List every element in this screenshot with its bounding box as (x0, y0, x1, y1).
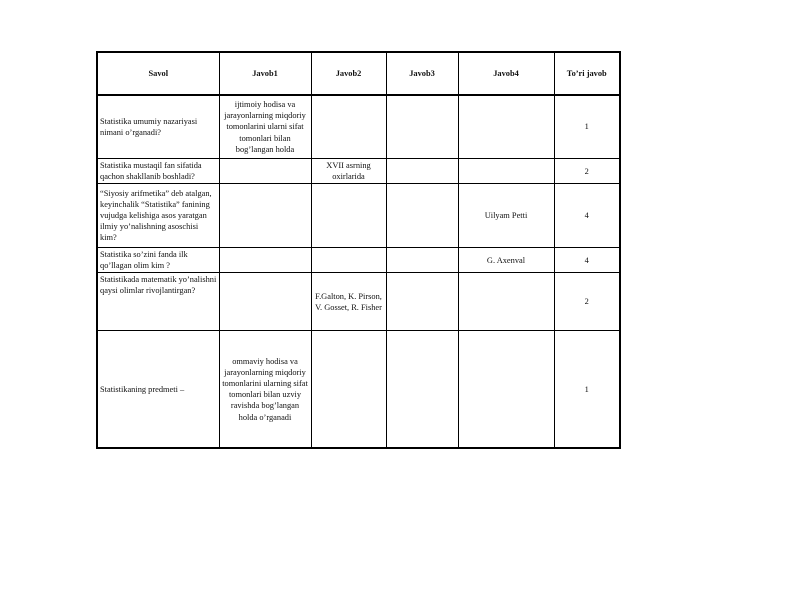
table-row (97, 95, 620, 159)
answer3-cell (386, 273, 458, 331)
question-cell: Statistikada matematik yo’nalishni qaysi olimlar rivojlantirgan? (97, 273, 219, 331)
correct-answer-cell: 4 (554, 248, 620, 273)
answer1-cell (219, 184, 311, 248)
answer3-cell (386, 331, 458, 449)
correct-answer-cell: 4 (554, 184, 620, 248)
table-row (97, 248, 620, 273)
answer4-cell (458, 95, 554, 159)
answer3-cell (386, 184, 458, 248)
answer1-cell (219, 159, 311, 184)
answer1-cell (219, 248, 311, 273)
header-javob1: Javob1 (219, 52, 311, 95)
question-cell: Statistika mustaqil fan sifatida qachon shakllanib boshladi? (97, 159, 219, 184)
correct-answer-cell: 1 (554, 95, 620, 159)
header-savol: Savol (97, 52, 219, 95)
question-cell: Statistika so’zini fanda ilk qo’llagan olim kim ? (97, 248, 219, 273)
answer1-cell (219, 273, 311, 331)
answer2-cell (311, 331, 386, 449)
header-javob3: Javob3 (386, 52, 458, 95)
answer2-cell (311, 248, 386, 273)
question-cell: Statistika umumiy nazariyasi nimani o’rganadi? (97, 95, 219, 159)
correct-answer-cell: 2 (554, 273, 620, 331)
question-cell: “Siyosiy arifmetika” deb atalgan, keyinchalik “Statistika” fanining vujudga kelishiga asos yaratgan ilmiy yo’nalishning asoschisi kim? (97, 184, 219, 248)
header-javob4: Javob4 (458, 52, 554, 95)
header-tori-javob: To’ri javob (554, 52, 620, 95)
answer3-cell (386, 248, 458, 273)
question-cell: Statistikaning predmeti – (97, 331, 219, 449)
table-row (97, 273, 620, 331)
correct-answer-cell: 2 (554, 159, 620, 184)
answer4-cell (458, 331, 554, 449)
header-javob2: Javob2 (311, 52, 386, 95)
correct-answer-cell: 1 (554, 331, 620, 449)
answer2-cell (311, 95, 386, 159)
answer4-cell: Uilyam Petti (458, 184, 554, 248)
answer1-cell: ijtimoiy hodisa va jarayonlarning miqdoriy tomonlarini ularni sifat tomonlari bilan bog’langan holda (219, 95, 311, 159)
header-row (97, 52, 620, 95)
answer3-cell (386, 159, 458, 184)
table-row (97, 159, 620, 184)
answer2-cell (311, 184, 386, 248)
answer2-cell: F.Galton, K. Pirson, V. Gosset, R. Fisher (311, 273, 386, 331)
answer2-cell: XVII asrning oxirlarida (311, 159, 386, 184)
answer4-cell: G. Axenval (458, 248, 554, 273)
answer3-cell (386, 95, 458, 159)
answer1-cell: ommaviy hodisa va jarayonlarning miqdoriy tomonlarini ularning sifat tomonlari bilan uzviy ravishda bog’langan holda o’rganadi (219, 331, 311, 449)
quiz-table (96, 51, 621, 449)
answer4-cell (458, 159, 554, 184)
table-row (97, 331, 620, 449)
answer4-cell (458, 273, 554, 331)
table-row (97, 184, 620, 248)
